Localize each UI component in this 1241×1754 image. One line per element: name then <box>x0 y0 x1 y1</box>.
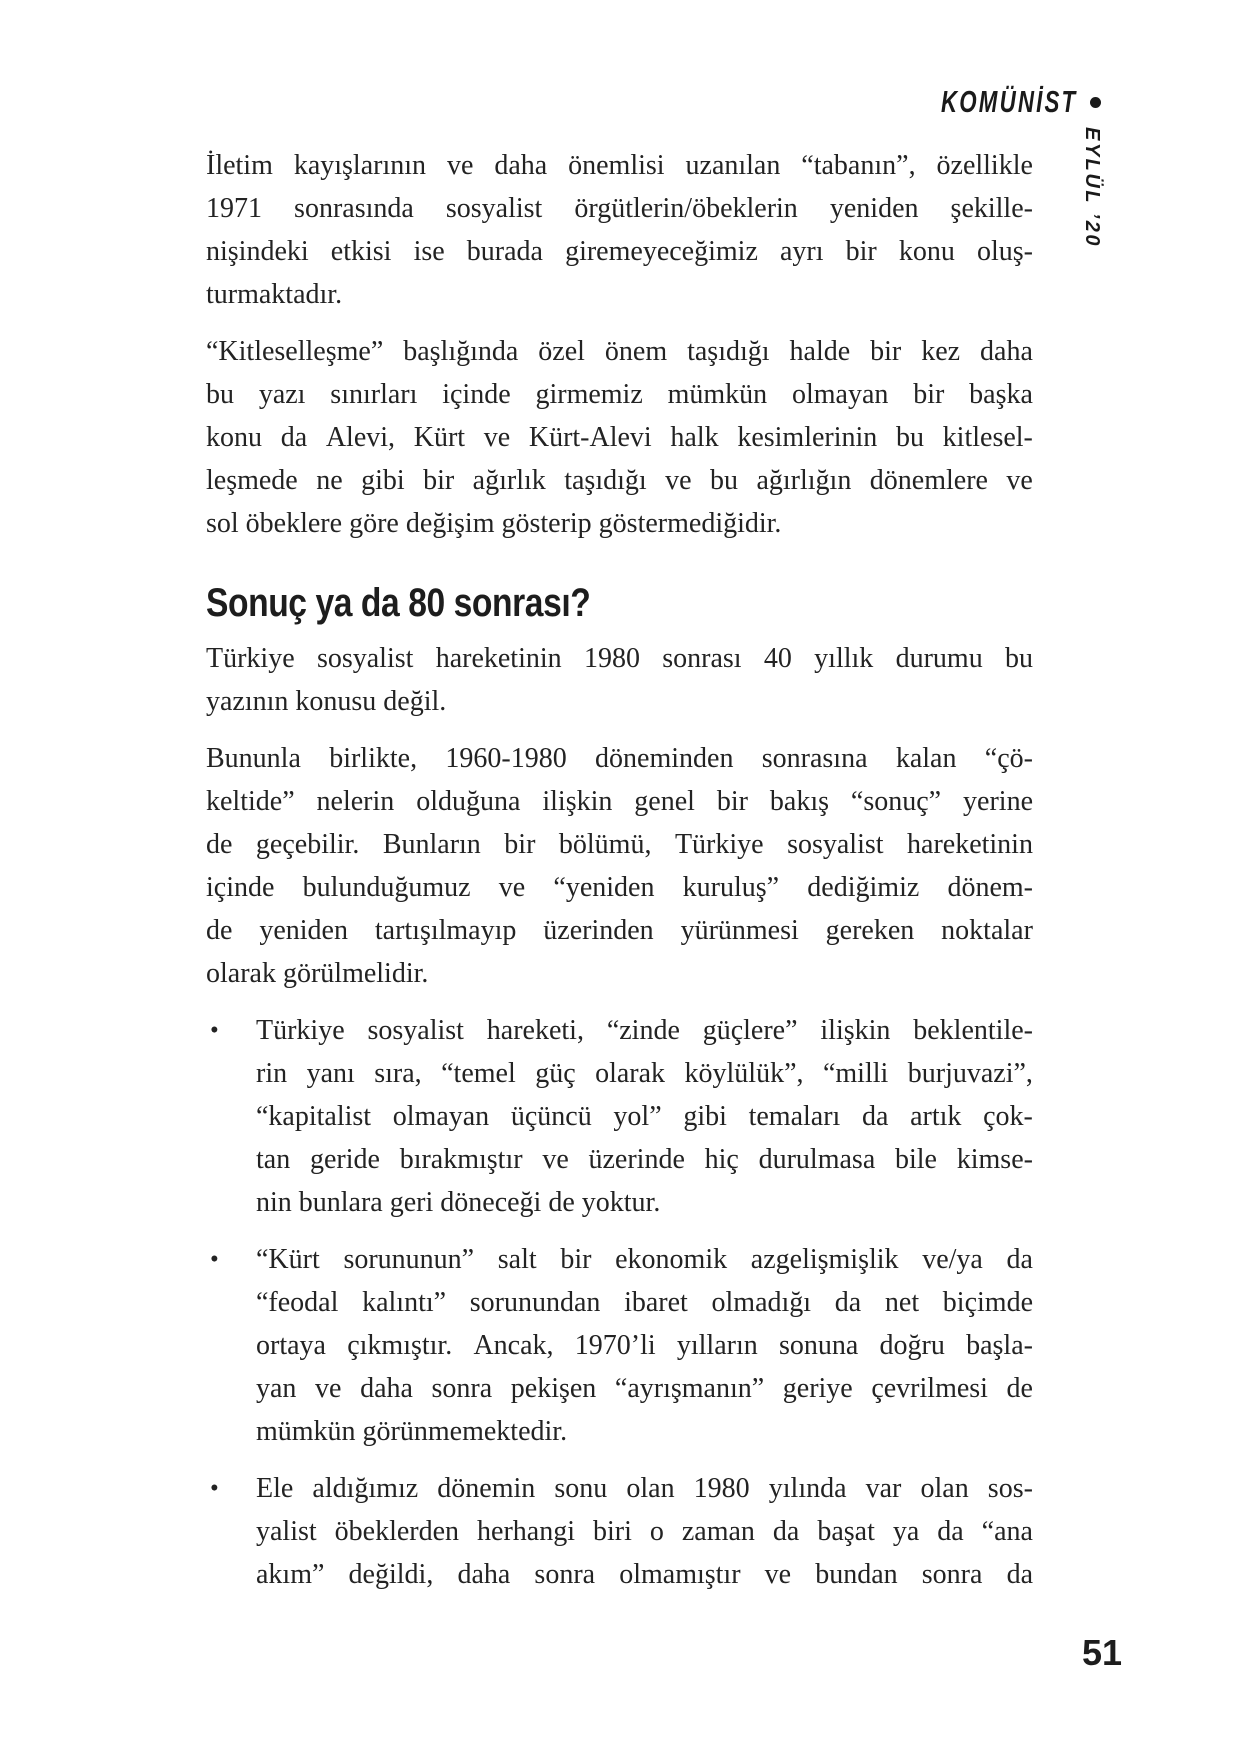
text-line: de yeniden tartışılmayıp üzerinden yürünmesi gereken noktalar <box>206 915 1033 946</box>
text-line: “Kitleselleşme” başlığında özel önem taşıdığı halde bir kez daha <box>206 336 1033 367</box>
text-line: konu da Alevi, Kürt ve Kürt-Alevi halk kesimlerinin bu kitlesel- <box>206 422 1033 453</box>
text-line: yazının konusu değil. <box>206 686 447 717</box>
text-line: yan ve daha sonra pekişen “ayrışmanın” geriye çevrilmesi de <box>256 1373 1033 1404</box>
text-line: tan geride bırakmıştır ve üzerinde hiç durulmasa bile kimse- <box>256 1144 1033 1175</box>
text-line: mümkün görünmemektedir. <box>256 1416 568 1447</box>
issue-date-vertical: EYLÜL ’20 <box>1081 127 1103 249</box>
text-line: Bununla birlikte, 1960-1980 döneminden sonrasına kalan “çö- <box>206 743 1033 774</box>
text-line: “Kürt sorununun” salt bir ekonomik azgelişmişlik ve/ya da <box>256 1244 1033 1275</box>
text-line: içinde bulunduğumuz ve “yeniden kuruluş” dediğimiz dönem- <box>206 872 1033 903</box>
bullet-item <box>206 1467 1033 1596</box>
masthead-dot-icon <box>1090 97 1101 108</box>
section-heading <box>206 579 1033 627</box>
bullet-marker-icon: • <box>210 1475 219 1502</box>
text-line: Türkiye sosyalist hareketi, “zinde güçlere” ilişkin beklentile- <box>256 1015 1033 1046</box>
masthead <box>888 84 1101 120</box>
paragraph <box>206 144 1033 316</box>
text-line: Türkiye sosyalist hareketinin 1980 sonrası 40 yıllık durumu bu <box>206 643 1033 674</box>
text-line: rin yanı sıra, “temel güç olarak köylülük”, “milli burjuvazi”, <box>256 1058 1033 1089</box>
text-line: nin bunlara geri döneceği de yoktur. <box>256 1187 661 1218</box>
text-line: bu yazı sınırları içinde girmemiz mümkün olmayan bir başka <box>206 379 1033 410</box>
text-line: 1971 sonrasında sosyalist örgütlerin/öbeklerin yeniden şekille- <box>206 193 1033 224</box>
text-line: leşmede ne gibi bir ağırlık taşıdığı ve bu ağırlığın dönemlere ve <box>206 465 1033 496</box>
text-line: İletim kayışlarının ve daha önemlisi uzanılan “tabanın”, özellikle <box>206 150 1033 181</box>
text-line: ortaya çıkmıştır. Ancak, 1970’li yılların sonuna doğru başla- <box>256 1330 1033 1361</box>
page-number: 51 <box>1081 1632 1122 1673</box>
paragraph <box>206 637 1033 723</box>
bullet-item <box>206 1009 1033 1224</box>
text-line: nişindeki etkisi ise burada giremeyeceğimiz ayrı bir konu oluş- <box>206 236 1033 267</box>
text-line: “kapitalist olmayan üçüncü yol” gibi temaları da artık çok- <box>256 1101 1033 1132</box>
text-line: yalist öbeklerden herhangi biri o zaman da başat ya da “ana <box>256 1516 1033 1547</box>
text-line: keltide” nelerin olduğuna ilişkin genel bir bakış “sonuç” yerine <box>206 786 1033 817</box>
text-line: sol öbeklere göre değişim gösterip göstermediğidir. <box>206 508 782 539</box>
article-body <box>206 144 1033 1610</box>
text-line: turmaktadır. <box>206 279 343 310</box>
text-line: Ele aldığımız dönemin sonu olan 1980 yılında var olan sos- <box>256 1473 1033 1504</box>
paragraph <box>206 330 1033 545</box>
paragraph <box>206 737 1033 995</box>
text-line: olarak görülmelidir. <box>206 958 429 989</box>
bullet-marker-icon: • <box>210 1246 219 1273</box>
bullet-item <box>206 1238 1033 1453</box>
magazine-title: KOMÜNİST <box>940 84 1077 119</box>
bullet-marker-icon: • <box>210 1017 219 1044</box>
text-line: “feodal kalıntı” sorunundan ibaret olmadığı da net biçimde <box>256 1287 1033 1318</box>
text-line: akım” değildi, daha sonra olmamıştır ve bundan sonra da <box>256 1559 1033 1590</box>
section-heading-text: Sonuç ya da 80 sonrası? <box>206 581 591 625</box>
text-line: de geçebilir. Bunların bir bölümü, Türkiye sosyalist hareketinin <box>206 829 1033 860</box>
